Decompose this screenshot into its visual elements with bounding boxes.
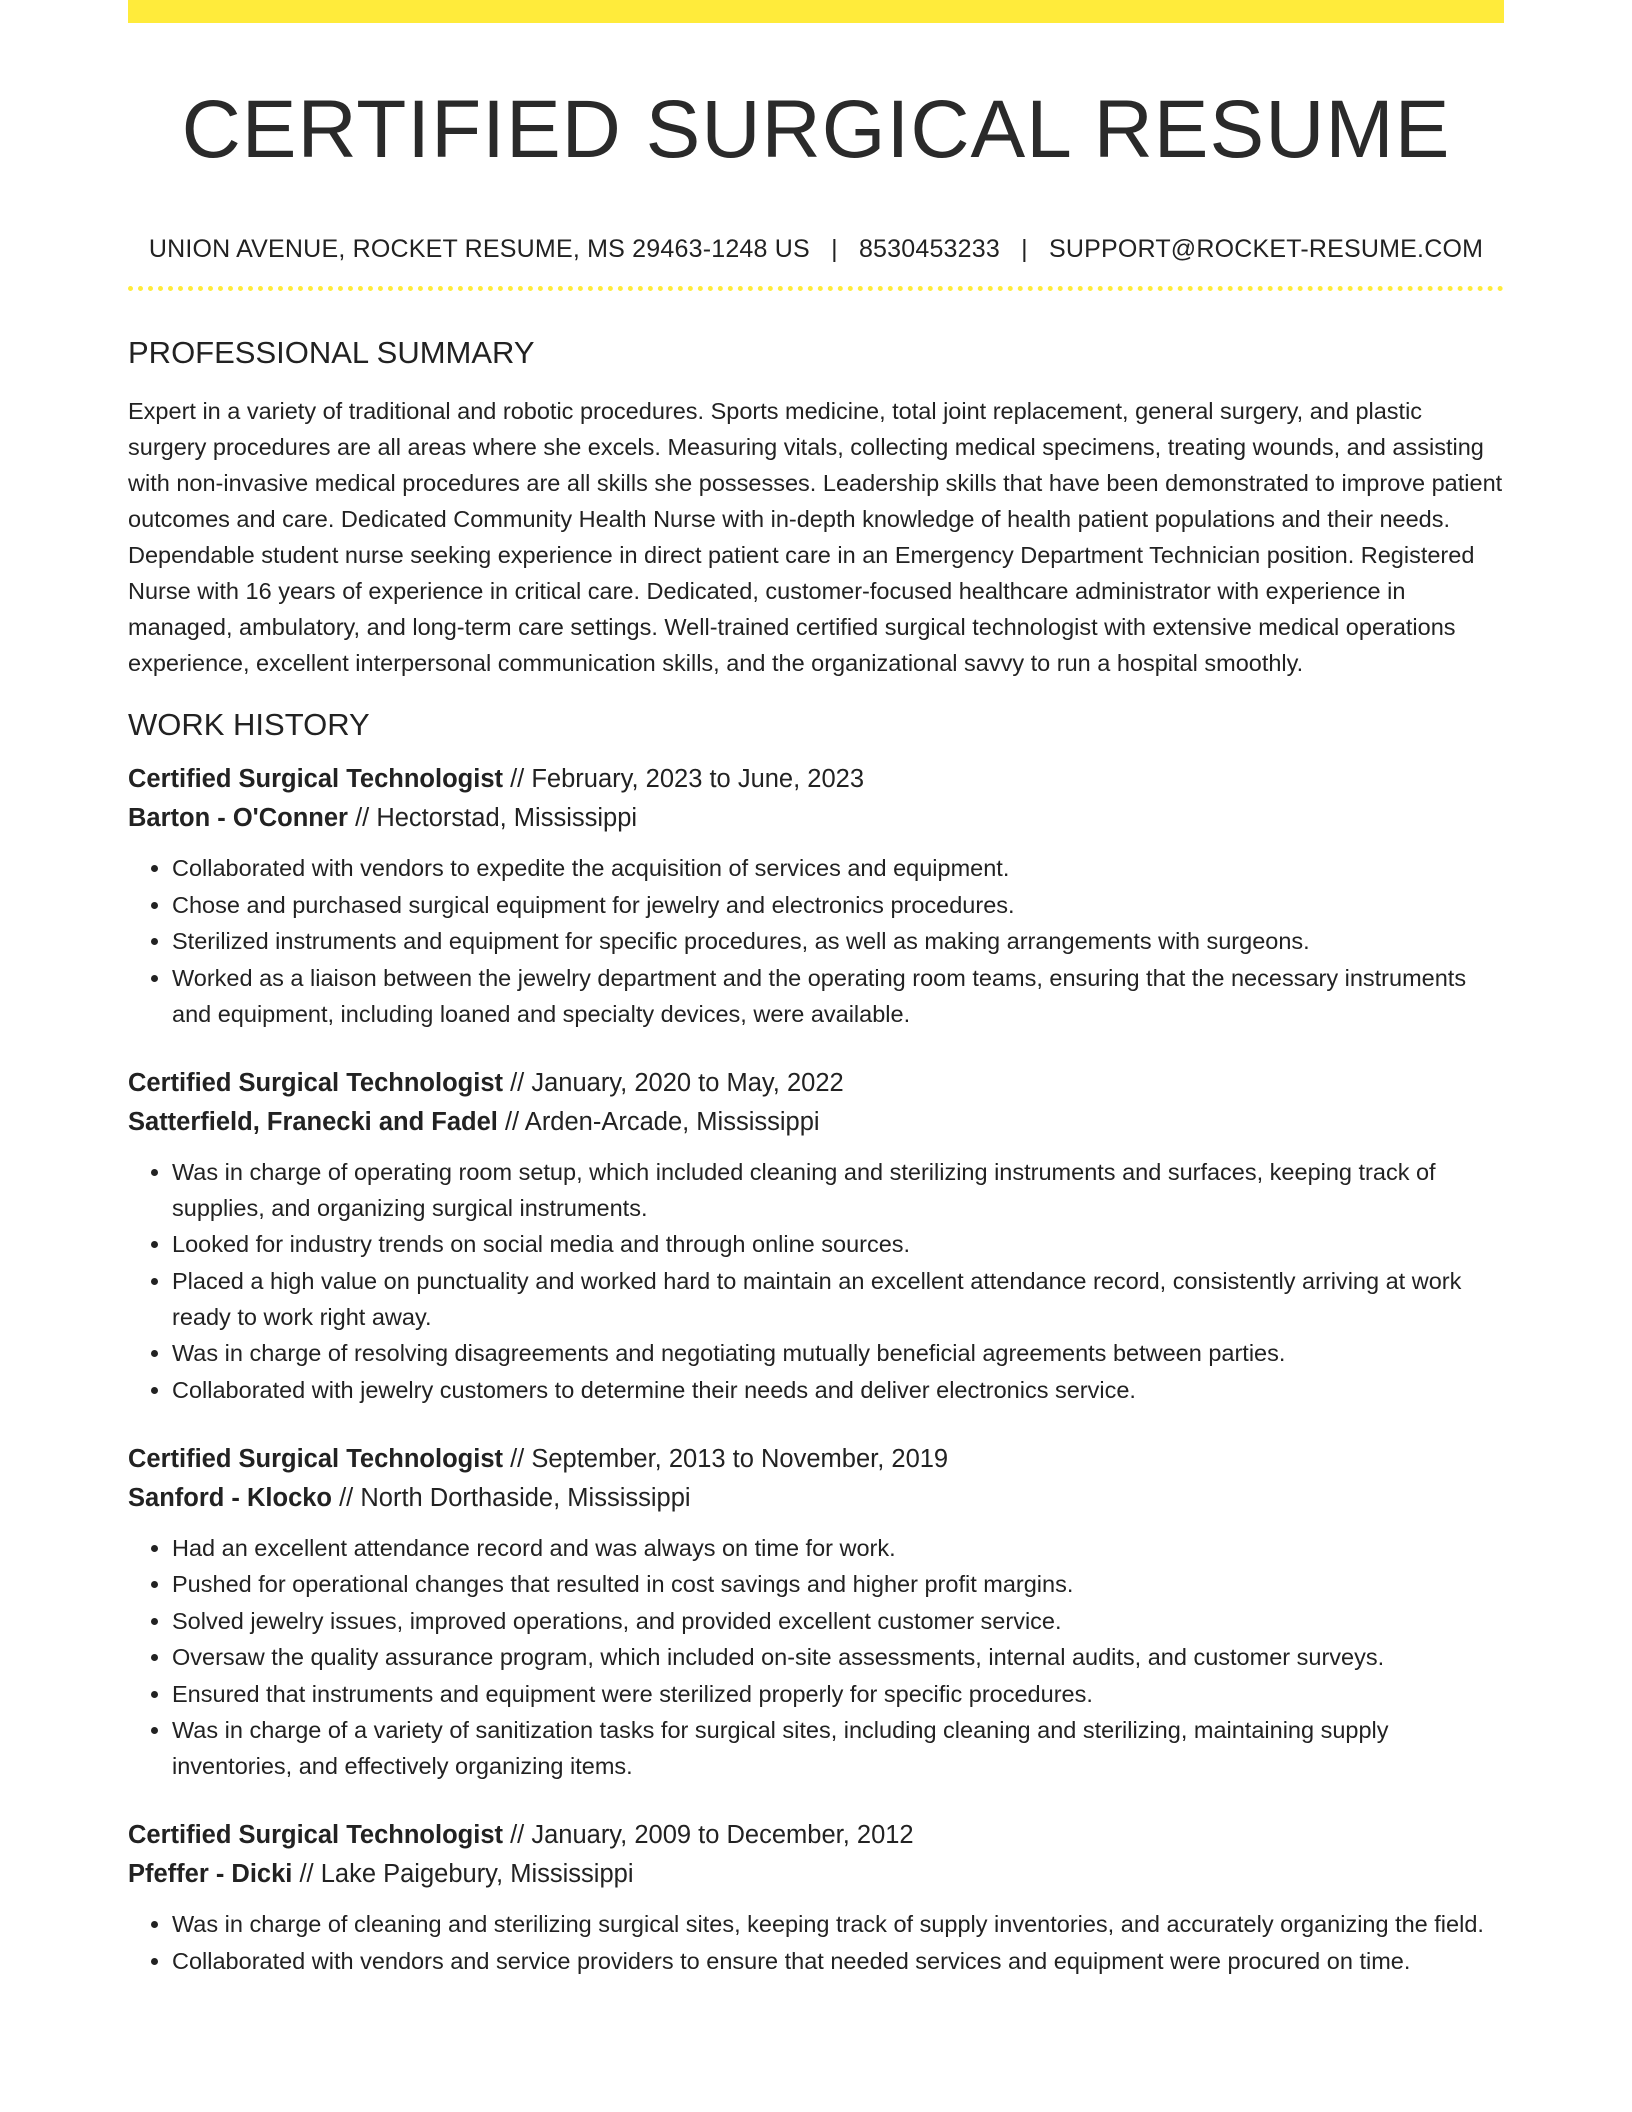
resume-content [128,0,1504,1979]
job-company-line [128,799,1504,838]
summary-heading: PROFESSIONAL SUMMARY [128,335,535,370]
contact-phone: 8530453233 [858,235,1000,263]
job-company-line [128,1479,1504,1518]
job-role: Certified Surgical Technologist [128,1821,503,1849]
job-dates: // September, 2013 to November, 2019 [503,1444,949,1473]
job-duty-item: • Placed a high value on punctuality and worked hard to maintain an excellent attendance record, consistently arriving at work ready to work right away. [172,1263,1504,1335]
contact-address: UNION AVENUE, ROCKET RESUME, MS 29463-1248 US [148,235,810,263]
job-location: // Arden-Arcade, Mississippi [497,1107,820,1136]
job-location: // Lake Paigebury, Mississippi [292,1860,634,1888]
job-duty-item: • Worked as a liaison between the jewelry department and the operating room teams, ensuring that the necessary instruments and equipment, including loaned and specialty devices, were available. [172,960,1504,1032]
job-duty-item: • Oversaw the quality assurance program, which included on-site assessments, internal audits, and customer surveys. [172,1639,1504,1675]
job-role-line [128,760,1504,799]
job-entry [128,1816,1504,1979]
job-duty-item: • Was in charge of a variety of sanitization tasks for surgical sites, including cleaning and sterilizing, maintaining supply inventories, and effectively organizing items. [172,1712,1504,1784]
job-duties-list [128,1906,1504,1979]
job-role-line [128,1816,1504,1855]
job-company: Pfeffer - Dicki [128,1860,293,1888]
job-duty-item: • Chose and purchased surgical equipment for jewelry and electronics procedures. [172,887,1504,923]
job-location: // North Dorthaside, Mississippi [332,1483,691,1512]
job-dates: // January, 2009 to December, 2012 [503,1821,914,1849]
job-duty-item: • Solved jewelry issues, improved operations, and provided excellent customer service. [172,1603,1504,1639]
contact-separator: | [831,235,838,263]
job-duty-item: • Sterilized instruments and equipment for specific procedures, as well as making arrangements with surgeons. [172,923,1504,959]
job-dates: // January, 2020 to May, 2022 [503,1068,844,1097]
job-duties-list [128,1530,1504,1785]
contact-email: SUPPORT@ROCKET-RESUME.COM [1049,235,1484,263]
contact-separator: | [1021,235,1028,263]
job-location: // Hectorstad, Mississippi [347,804,638,832]
job-duty-item: • Had an excellent attendance record and was always on time for work. [172,1530,1504,1566]
job-duty-item: • Looked for industry trends on social media and through online sources. [172,1226,1504,1262]
summary-text: Expert in a variety of traditional and robotic procedures. Sports medicine, total joint replacement, general surgery, and plastic surgery procedures are all areas where she excels. Measuring vitals, collecting medical specimens, treating wounds, and assisting with non-invasive medical procedures are all skills she possesses. Leadership skills that have been demonstrated to improve patient outcomes and care. Dedicated Community Health Nurse with in-depth knowledge of health patient populations and their needs. Dependable student nurse seeking experience in direct patient care in an Emergency Department Technician position. Registered Nurse with 16 years of experience in critical care. Dedicated, customer-focused healthcare administrator with experience in managed, ambulatory, and long-term care settings. Well-trained certified surgical technologist with extensive medical operations experience, excellent interpersonal communication skills, and the organizational savvy to run a hospital smoothly. [128,398,1503,676]
job-role: Certified Surgical Technologist [128,765,503,793]
job-company-line [128,1855,1504,1894]
job-duty-item: • Collaborated with vendors to expedite the acquisition of services and equipment. [172,850,1504,886]
header-divider [128,286,1504,291]
job-company: Sanford - Klocko [128,1483,333,1512]
work-history-heading: WORK HISTORY [128,707,370,742]
job-duty-item: • Was in charge of resolving disagreements and negotiating mutually beneficial agreements between parties. [172,1335,1504,1371]
job-entry [128,1064,1504,1408]
job-role-line [128,1064,1504,1103]
job-duty-item: • Was in charge of operating room setup, which included cleaning and sterilizing instruments and surfaces, keeping track of supplies, and organizing surgical instruments. [172,1154,1504,1226]
job-company: Satterfield, Franecki and Fadel [128,1107,498,1136]
resume-title: CERTIFIED SURGICAL RESUME [181,84,1451,175]
job-entry [128,760,1504,1032]
job-role: Certified Surgical Technologist [128,1444,503,1473]
job-duties-list [128,850,1504,1032]
work-history-list [128,760,1504,1979]
job-duty-item: • Pushed for operational changes that resulted in cost savings and higher profit margins. [172,1566,1504,1602]
job-duties-list [128,1154,1504,1408]
job-duty-item: • Collaborated with jewelry customers to determine their needs and deliver electronics service. [172,1372,1504,1408]
job-duty-item: • Ensured that instruments and equipment were sterilized properly for specific procedures. [172,1676,1504,1712]
job-duty-item: • Was in charge of cleaning and sterilizing surgical sites, keeping track of supply inventories, and accurately organizing the field. [172,1906,1504,1942]
contact-line [128,234,1504,264]
job-role: Certified Surgical Technologist [128,1068,503,1097]
job-dates: // February, 2023 to June, 2023 [503,765,865,793]
job-company: Barton - O'Conner [128,804,348,832]
job-role-line [128,1440,1504,1479]
job-duty-item: • Collaborated with vendors and service providers to ensure that needed services and equipment were procured on time. [172,1943,1504,1979]
job-entry [128,1440,1504,1785]
job-company-line [128,1103,1504,1142]
